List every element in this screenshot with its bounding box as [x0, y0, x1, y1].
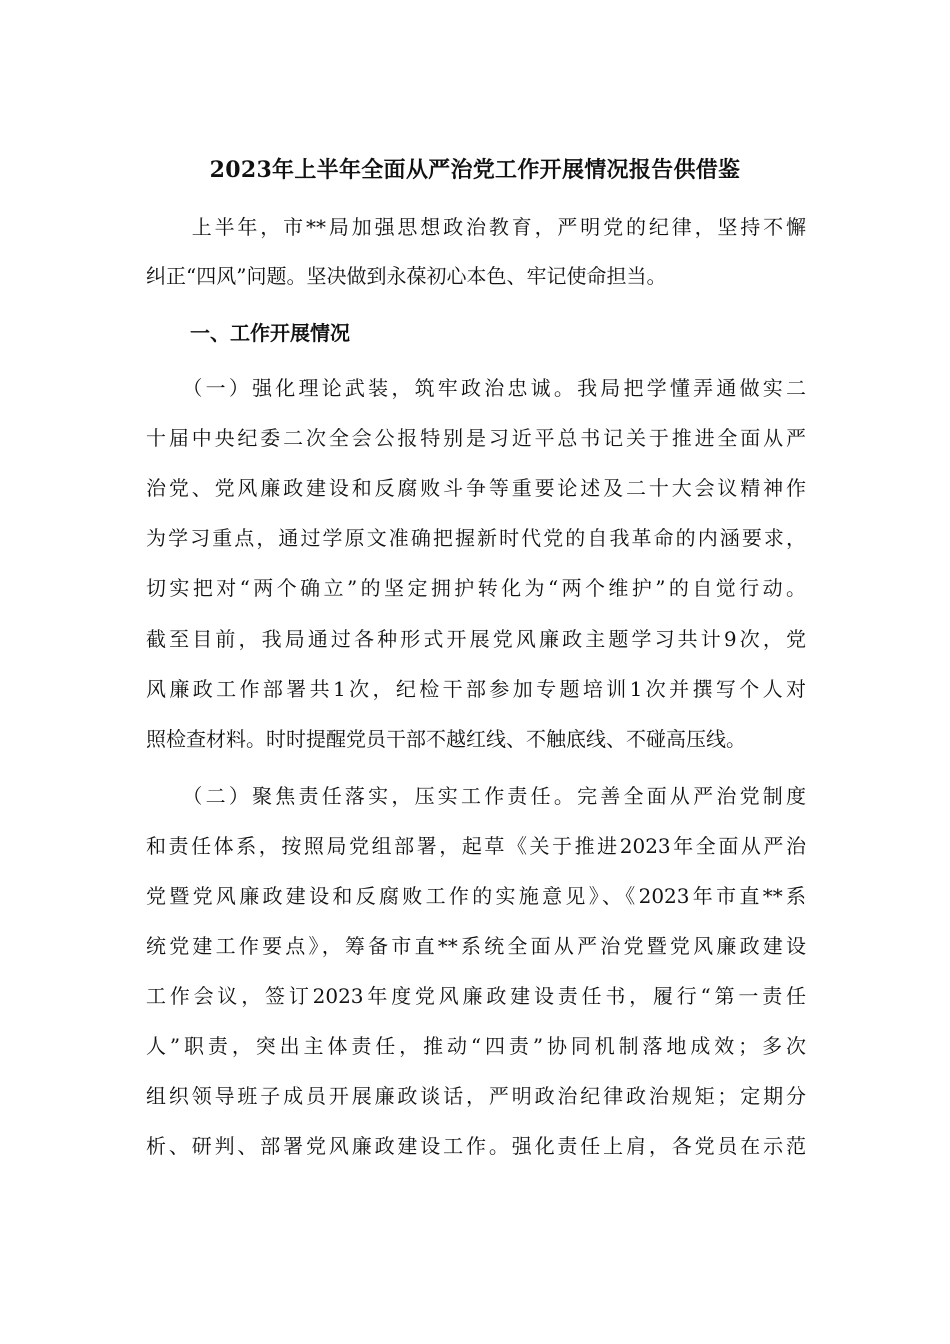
paragraph-line: （二）聚焦责任落实，压实工作责任。完善全面从严治党制度	[146, 784, 806, 808]
paragraph-line: 工作会议，签订2023年度党风廉政建设责任书，履行“第一责任	[146, 984, 806, 1008]
intro-line: 上半年，市**局加强思想政治教育，严明党的纪律，坚持不懈	[146, 215, 806, 239]
paragraph-line: （一）强化理论武装，筑牢政治忠诚。我局把学懂弄通做实二	[146, 376, 806, 400]
paragraph-line: 统党建工作要点》，筹备市直**系统全面从严治党暨党风廉政建设	[146, 934, 806, 958]
paragraph-line: 治党、党风廉政建设和反腐败斗争等重要论述及二十大会议精神作	[146, 476, 806, 500]
paragraph-line: 风廉政工作部署共1次，纪检干部参加专题培训1次并撰写个人对	[146, 677, 806, 701]
document-title: 2023年上半年全面从严治党工作开展情况报告供借鉴	[209, 157, 741, 183]
paragraph-line: 组织领导班子成员开展廉政谈话，严明政治纪律政治规矩；定期分	[146, 1084, 806, 1108]
paragraph-line: 党暨党风廉政建设和反腐败工作的实施意见》、《2023年市直**系	[146, 884, 806, 908]
section-heading: 一、工作开展情况	[190, 321, 350, 345]
paragraph-line: 为学习重点，通过学原文准确把握新时代党的自我革命的内涵要求，	[146, 526, 806, 550]
paragraph-line: 照检查材料。时时提醒党员干部不越红线、不触底线、不碰高压线。	[146, 727, 746, 751]
paragraph-line: 和责任体系，按照局党组部署，起草《关于推进2023年全面从严治	[146, 834, 806, 858]
paragraph-line: 人”职责，突出主体责任，推动“四责”协同机制落地成效；多次	[146, 1034, 806, 1058]
paragraph-line: 析、研判、部署党风廉政建设工作。强化责任上肩，各党员在示范	[146, 1134, 806, 1158]
paragraph-line: 切实把对“两个确立”的坚定拥护转化为“两个维护”的自觉行动。	[146, 576, 806, 600]
paragraph-line: 截至目前，我局通过各种形式开展党风廉政主题学习共计9次，党	[146, 627, 806, 651]
intro-line: 纠正“四风”问题。坚决做到永葆初心本色、牢记使命担当。	[146, 264, 667, 288]
paragraph-line: 十届中央纪委二次全会公报特别是习近平总书记关于推进全面从严	[146, 426, 806, 450]
